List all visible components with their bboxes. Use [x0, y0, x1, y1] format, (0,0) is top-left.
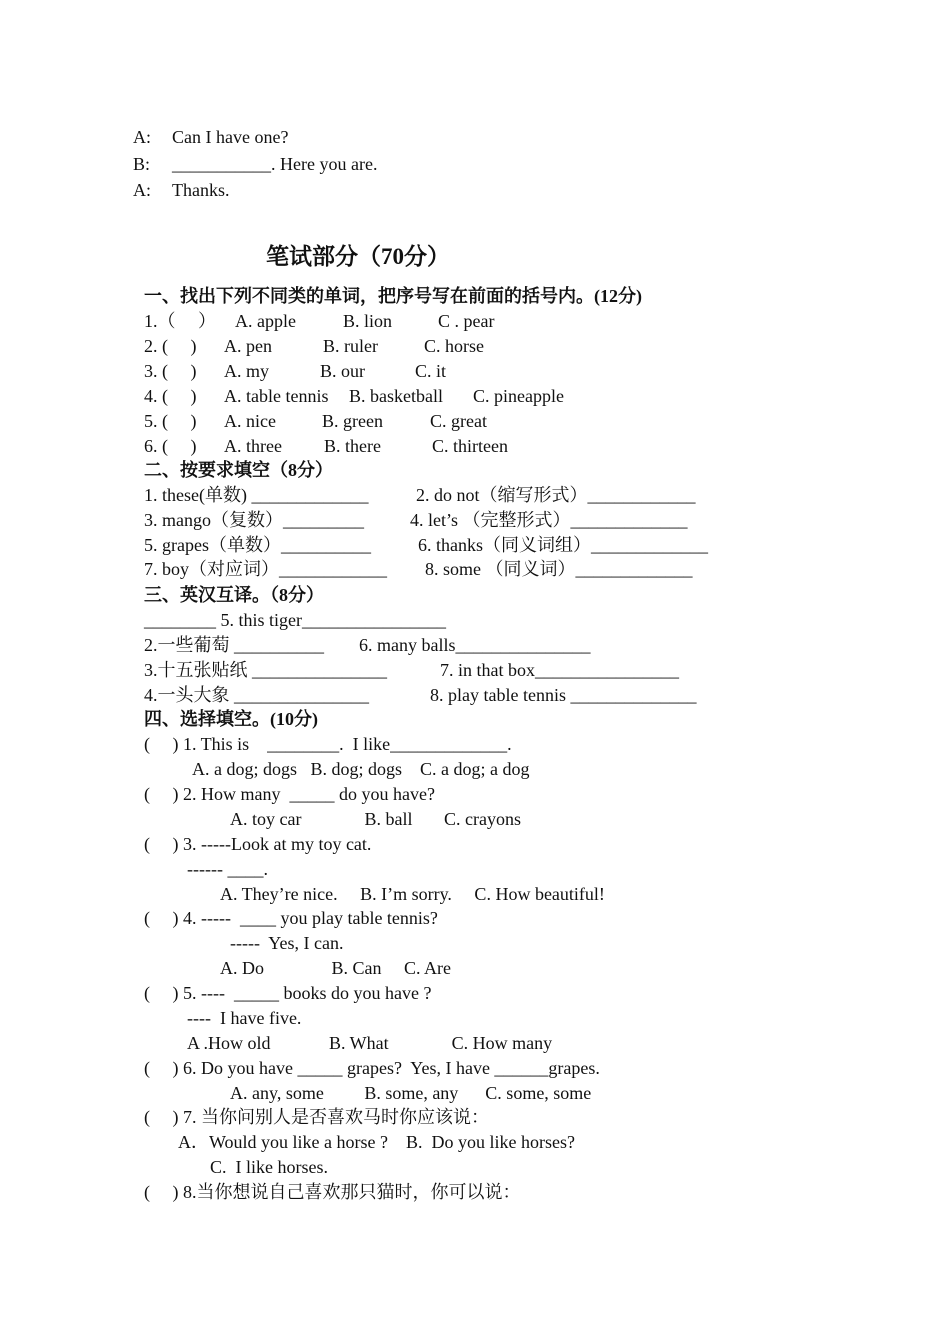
- fill-item: 5. grapes（单数）__________: [144, 535, 371, 555]
- option-c: C. it: [415, 361, 447, 381]
- section-title: 笔试部分（70分）: [266, 244, 450, 269]
- choice-question: ( ) 4. ----- ____ you play table tennis?: [144, 908, 438, 928]
- option-a: A. three: [224, 436, 282, 456]
- option-a: A. my: [224, 361, 269, 381]
- dialogue-line: Can I have one?: [172, 127, 289, 147]
- option-a: A. table tennis: [224, 386, 329, 406]
- choice-question: ( ) 6. Do you have _____ grapes? Yes, I have ______grapes.: [144, 1058, 600, 1078]
- translate-item: 7. in that box________________: [440, 660, 679, 680]
- question-number: 1.（ ）: [144, 311, 216, 331]
- question-number: 6. ( ): [144, 436, 197, 456]
- dialogue-line: Thanks.: [172, 180, 230, 200]
- fill-item: 6. thanks（同义词组）_____________: [418, 535, 708, 555]
- option-b: B. lion: [343, 311, 393, 331]
- choice-options: A. toy car B. ball C. crayons: [230, 809, 521, 829]
- dialogue-line: ___________. Here you are.: [172, 154, 378, 174]
- option-b: B. our: [320, 361, 365, 381]
- option-c: C. horse: [424, 336, 484, 356]
- question-number: 5. ( ): [144, 411, 197, 431]
- dialogue-speaker: B:: [133, 154, 151, 174]
- translate-item: 3.十五张贴纸 _______________: [144, 660, 387, 680]
- choice-question: ( ) 1. This is ________. I like_____________.: [144, 734, 512, 754]
- question-number: 3. ( ): [144, 361, 197, 381]
- choice-question: ( ) 2. How many _____ do you have?: [144, 784, 435, 804]
- dialogue-speaker: A:: [133, 180, 151, 200]
- choice-question: ( ) 7. 当你问别人是否喜欢马时你应该说：: [144, 1107, 489, 1127]
- option-a: A. pen: [224, 336, 272, 356]
- choice-options: A．Would you like a horse ? B. Do you like horses?: [178, 1132, 575, 1152]
- choice-response: ----- Yes, I can.: [230, 933, 344, 953]
- choice-options: A. They’re nice. B. I’m sorry. C. How beautiful!: [220, 884, 605, 904]
- option-a: A. nice: [224, 411, 276, 431]
- question-number: 4. ( ): [144, 386, 197, 406]
- translate-item: 2.一些葡萄 __________: [144, 635, 324, 655]
- choice-response: ------ ____.: [187, 859, 268, 879]
- choice-options: A. any, some B. some, any C. some, some: [230, 1083, 592, 1103]
- fill-item: 7. boy（对应词）____________: [144, 559, 387, 579]
- option-b: B. there: [324, 436, 381, 456]
- translate-item: 6. many balls_______________: [359, 635, 591, 655]
- option-c: C. thirteen: [432, 436, 508, 456]
- fill-item: 8. some （同义词）_____________: [425, 559, 693, 579]
- question-number: 2. ( ): [144, 336, 197, 356]
- option-b: B. ruler: [323, 336, 378, 356]
- choice-response: ---- I have five.: [187, 1008, 302, 1028]
- choice-options: A. Do B. Can C. Are: [220, 958, 451, 978]
- choice-options: C. I like horses.: [210, 1157, 328, 1177]
- fill-item: 3. mango（复数）_________: [144, 510, 364, 530]
- translate-item: 4.一头大象 _______________: [144, 685, 369, 705]
- translate-item: 8. play table tennis ______________: [430, 685, 697, 705]
- fill-item: 4. let’s （完整形式）_____________: [410, 510, 688, 530]
- part1-heading: 一、找出下列不同类的单词，把序号写在前面的括号内。(12分): [144, 286, 642, 306]
- part2-heading: 二、按要求填空（8分）: [144, 460, 333, 480]
- translate-item: ________ 5. this tiger________________: [144, 610, 446, 630]
- choice-question: ( ) 3. -----Look at my toy cat.: [144, 834, 372, 854]
- fill-item: 1. these(单数) _____________: [144, 485, 369, 505]
- choice-options: A .How old B. What C. How many: [187, 1033, 553, 1053]
- choice-question: ( ) 5. ---- _____ books do you have ?: [144, 983, 432, 1003]
- part3-heading: 三、英汉互译。（8分）: [144, 585, 324, 605]
- option-b: B. green: [322, 411, 383, 431]
- option-c: C . pear: [438, 311, 495, 331]
- option-c: C. pineapple: [473, 386, 564, 406]
- part4-heading: 四、选择填空。(10分): [144, 709, 318, 729]
- option-b: B. basketball: [349, 386, 443, 406]
- option-a: A. apple: [235, 311, 296, 331]
- fill-item: 2. do not（缩写形式）____________: [416, 485, 696, 505]
- option-c: C. great: [430, 411, 487, 431]
- choice-options: A. a dog; dogs B. dog; dogs C. a dog; a dog: [192, 759, 530, 779]
- dialogue-speaker: A:: [133, 127, 151, 147]
- choice-question: ( ) 8.当你想说自己喜欢那只猫时，你可以说：: [144, 1182, 521, 1202]
